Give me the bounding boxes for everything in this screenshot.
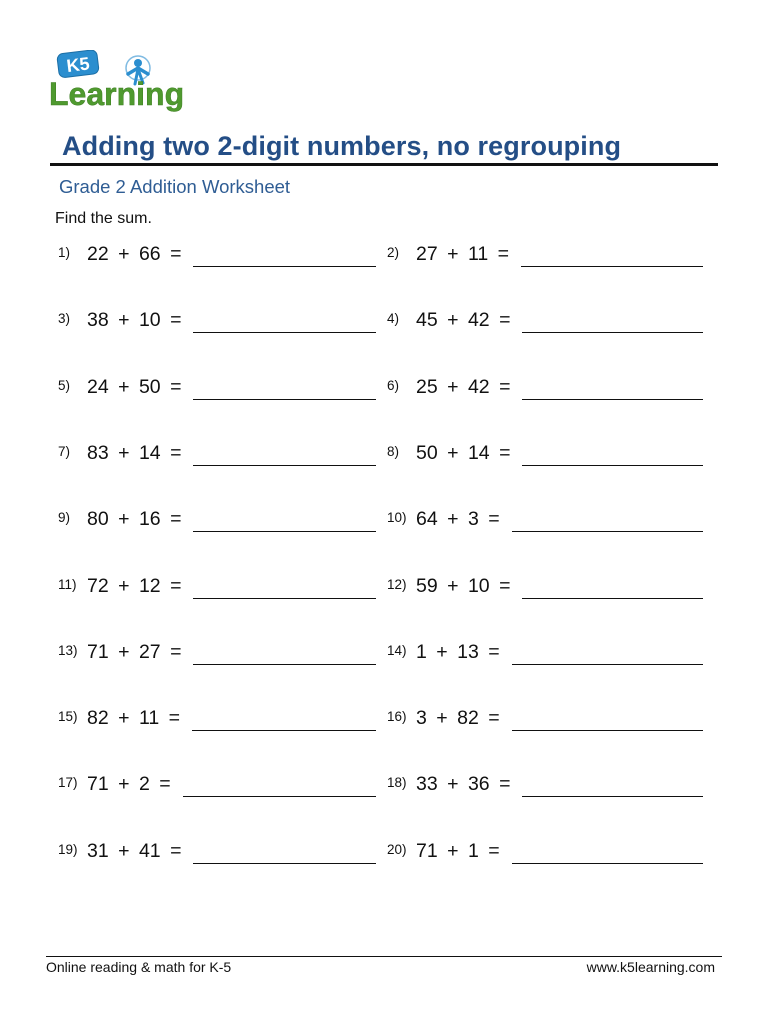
problem-16	[387, 707, 703, 737]
problem-expression	[416, 442, 510, 465]
problem-expression	[87, 243, 181, 266]
addend-a: 71	[416, 839, 438, 862]
addend-a: 71	[87, 773, 109, 796]
equals-sign: =	[499, 375, 511, 398]
addend-a: 64	[416, 508, 438, 531]
answer-line[interactable]	[512, 863, 703, 864]
addend-a: 31	[87, 839, 109, 862]
equals-sign: =	[499, 309, 511, 332]
problem-13	[58, 641, 376, 671]
footer-divider	[46, 956, 722, 957]
plus-sign: +	[447, 574, 459, 597]
problem-expression	[416, 840, 500, 863]
addend-a: 82	[87, 707, 109, 730]
plus-sign: +	[118, 508, 130, 531]
problem-number: 13)	[58, 642, 78, 658]
answer-line[interactable]	[512, 730, 703, 731]
equals-sign: =	[497, 243, 509, 265]
problem-number: 18)	[387, 775, 407, 791]
problem-expression	[87, 575, 181, 598]
addend-a: 83	[87, 441, 109, 464]
answer-line[interactable]	[522, 465, 703, 466]
equals-sign: =	[170, 375, 182, 398]
problem-7	[58, 442, 376, 472]
addend-b: 10	[138, 309, 161, 332]
plus-sign: +	[118, 309, 130, 332]
logo-word-text: Learning	[49, 76, 185, 112]
footer-tagline: Online reading & math for K-5	[46, 959, 232, 975]
problem-expression	[416, 707, 500, 730]
answer-line[interactable]	[522, 598, 703, 599]
plus-sign: +	[118, 839, 130, 862]
addend-b: 14	[138, 441, 161, 464]
worksheet-title: Adding two 2-digit numbers, no regrouping	[62, 131, 622, 161]
addend-a: 45	[416, 309, 438, 332]
instruction-text: Find the sum.	[55, 210, 152, 227]
equals-sign: =	[499, 574, 511, 597]
plus-sign: +	[447, 243, 459, 265]
plus-sign: +	[118, 773, 130, 796]
problem-number: 14)	[387, 642, 407, 658]
problem-4	[387, 309, 703, 339]
addend-a: 3	[416, 707, 427, 730]
answer-line[interactable]	[193, 465, 376, 466]
plus-sign: +	[447, 375, 459, 398]
addend-a: 1	[416, 640, 427, 663]
problem-number: 20)	[387, 841, 407, 857]
problem-8	[387, 442, 703, 472]
addend-a: 24	[87, 375, 109, 398]
plus-sign: +	[436, 707, 448, 730]
k5-learning-logo	[48, 50, 188, 112]
problem-number: 3)	[58, 311, 71, 327]
addend-a: 72	[87, 574, 109, 597]
problem-number: 9)	[58, 510, 71, 526]
equals-sign: =	[488, 640, 500, 663]
problem-expression	[416, 575, 510, 598]
addend-a: 71	[87, 640, 109, 663]
logo-badge-text: K5	[65, 53, 91, 77]
addend-b: 66	[138, 243, 161, 265]
answer-line[interactable]	[521, 266, 703, 267]
addend-b: 27	[138, 640, 161, 663]
plus-sign: +	[436, 640, 448, 663]
problem-number: 19)	[58, 841, 78, 857]
equals-sign: =	[170, 441, 182, 464]
addend-b: 50	[138, 375, 161, 398]
problem-number: 7)	[58, 443, 71, 459]
problem-expression	[416, 243, 509, 266]
answer-line[interactable]	[193, 664, 376, 665]
problem-12	[387, 575, 703, 605]
addend-b: 2	[138, 773, 150, 796]
answer-line[interactable]	[522, 399, 703, 400]
answer-line[interactable]	[193, 598, 376, 599]
plus-sign: +	[447, 309, 459, 332]
problem-19	[58, 840, 376, 870]
problem-expression	[416, 641, 500, 664]
problem-3	[58, 309, 376, 339]
answer-line[interactable]	[193, 531, 376, 532]
equals-sign: =	[170, 574, 182, 597]
problem-18	[387, 773, 703, 803]
worksheet-subtitle: Grade 2 Addition Worksheet	[59, 176, 291, 197]
k5-learning-logo-graphic	[48, 50, 188, 112]
problem-expression	[416, 376, 510, 399]
addend-b: 11	[467, 243, 489, 265]
answer-line[interactable]	[512, 664, 703, 665]
plus-sign: +	[118, 574, 130, 597]
answer-line[interactable]	[183, 796, 376, 797]
addend-b: 82	[457, 707, 479, 730]
problem-number: 17)	[58, 775, 78, 791]
plus-sign: +	[447, 839, 459, 862]
problem-expression	[87, 840, 181, 863]
problem-number: 6)	[387, 377, 400, 393]
addend-a: 59	[416, 574, 438, 597]
problem-expression	[87, 707, 180, 730]
plus-sign: +	[447, 441, 459, 464]
problem-expression	[416, 309, 510, 332]
addend-a: 33	[416, 773, 438, 796]
problem-expression	[87, 309, 181, 332]
equals-sign: =	[170, 839, 182, 862]
addend-a: 27	[416, 243, 438, 265]
title-divider	[50, 163, 718, 166]
addend-b: 11	[138, 707, 160, 730]
addend-a: 80	[87, 508, 109, 531]
plus-sign: +	[118, 243, 130, 265]
answer-line[interactable]	[193, 399, 376, 400]
problem-9	[58, 508, 376, 538]
plus-sign: +	[447, 508, 459, 531]
problem-14	[387, 641, 703, 671]
plus-sign: +	[118, 441, 130, 464]
footer-website: www.k5learning.com	[586, 959, 715, 975]
addend-b: 12	[138, 574, 161, 597]
equals-sign: =	[488, 707, 500, 730]
problem-expression	[416, 508, 500, 531]
addend-b: 14	[467, 441, 490, 464]
equals-sign: =	[170, 640, 182, 663]
equals-sign: =	[499, 773, 511, 796]
problem-number: 8)	[387, 443, 400, 459]
problem-11	[58, 575, 376, 605]
answer-line[interactable]	[193, 332, 376, 333]
problem-number: 10)	[387, 510, 407, 526]
equals-sign: =	[499, 441, 511, 464]
problem-number: 2)	[387, 245, 400, 260]
plus-sign: +	[118, 375, 130, 398]
problem-1	[58, 243, 376, 273]
answer-line[interactable]	[193, 266, 376, 267]
problem-number: 12)	[387, 576, 407, 592]
problem-expression	[87, 442, 181, 465]
problem-expression	[87, 773, 171, 796]
addend-b: 42	[467, 375, 490, 398]
addend-b: 3	[467, 508, 479, 531]
equals-sign: =	[488, 839, 500, 862]
addend-b: 16	[138, 508, 161, 531]
problem-6	[387, 376, 703, 406]
addend-b: 42	[467, 309, 490, 332]
problem-15	[58, 707, 376, 737]
equals-sign: =	[170, 243, 182, 265]
problem-number: 15)	[58, 709, 78, 725]
addend-a: 22	[87, 243, 109, 265]
problem-2	[387, 243, 703, 273]
answer-line[interactable]	[193, 863, 376, 864]
problem-expression	[87, 508, 181, 531]
problem-number: 11)	[58, 576, 77, 592]
addend-b: 13	[457, 640, 479, 663]
problem-number: 16)	[387, 709, 407, 725]
problem-expression	[87, 641, 181, 664]
addend-a: 25	[416, 375, 438, 398]
problem-number: 5)	[58, 377, 71, 393]
problem-10	[387, 508, 703, 538]
answer-line[interactable]	[192, 730, 376, 731]
addend-a: 50	[416, 441, 438, 464]
answer-line[interactable]	[522, 332, 703, 333]
answer-line[interactable]	[512, 531, 703, 532]
equals-sign: =	[159, 773, 171, 796]
problem-expression	[87, 376, 181, 399]
problem-20	[387, 840, 703, 870]
plus-sign: +	[118, 640, 130, 663]
addend-b: 36	[467, 773, 490, 796]
addend-b: 10	[467, 574, 490, 597]
equals-sign: =	[170, 309, 182, 332]
addend-b: 1	[467, 839, 479, 862]
addend-a: 38	[87, 309, 109, 332]
problem-expression	[416, 773, 510, 796]
problem-number: 4)	[387, 311, 400, 327]
equals-sign: =	[488, 508, 500, 531]
plus-sign: +	[447, 773, 459, 796]
equals-sign: =	[170, 508, 182, 531]
problem-number: 1)	[58, 245, 71, 260]
problem-17	[58, 773, 376, 803]
equals-sign: =	[168, 707, 180, 730]
answer-line[interactable]	[522, 796, 703, 797]
plus-sign: +	[118, 707, 130, 730]
addend-b: 41	[138, 839, 161, 862]
problem-5	[58, 376, 376, 406]
